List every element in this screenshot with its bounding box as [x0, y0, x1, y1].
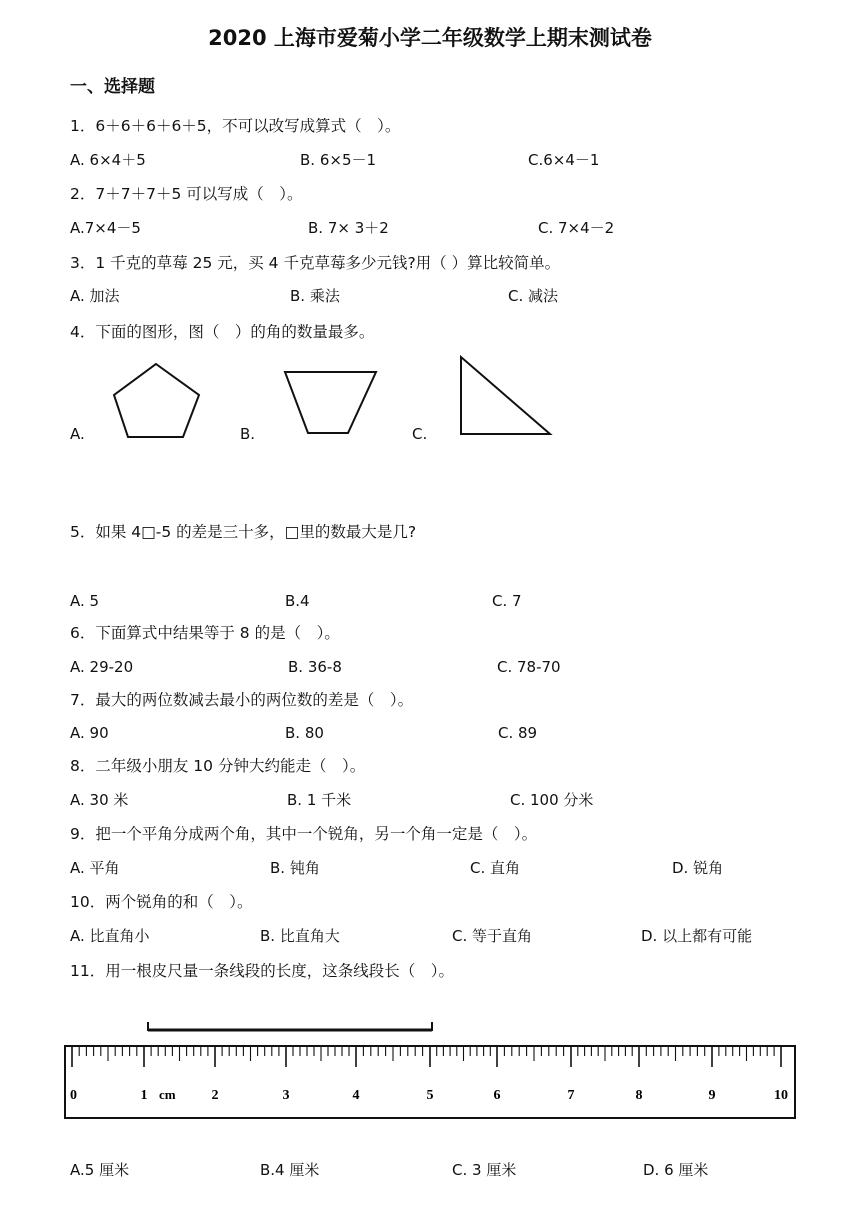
question-3-stem: 3．1 千克的草莓 25 元，买 4 千克草莓多少元钱?用（ ）算比较简单。: [70, 254, 561, 272]
ruler-number-1: 1: [140, 1088, 148, 1103]
question-10-option-a[interactable]: A. 比直角小: [70, 927, 150, 945]
question-8-option-c[interactable]: C. 100 分米: [510, 791, 594, 809]
ruler-number-2: 2: [211, 1088, 219, 1103]
question-1-option-b[interactable]: B. 6×5－1: [300, 151, 377, 169]
question-7-option-c[interactable]: C. 89: [498, 724, 538, 742]
question-4-option-c[interactable]: C.: [412, 425, 428, 443]
question-7-option-a[interactable]: A. 90: [70, 724, 109, 742]
question-1-option-c[interactable]: C.6×4－1: [528, 151, 600, 169]
question-9-option-a[interactable]: A. 平角: [70, 859, 120, 877]
ruler-number-8: 8: [635, 1088, 643, 1103]
question-5-option-a[interactable]: A. 5: [70, 592, 100, 610]
question-1-option-a[interactable]: A. 6×4＋5: [70, 151, 146, 169]
question-9-option-d[interactable]: D. 锐角: [672, 859, 724, 877]
ruler-number-7: 7: [567, 1088, 575, 1103]
ruler-number-3: 3: [282, 1088, 290, 1103]
ruler-unit-label: cm: [159, 1087, 176, 1102]
question-8-option-b[interactable]: B. 1 千米: [287, 791, 352, 809]
question-5-stem: 5．如果 4□-5 的差是三十多，□里的数最大是几?: [70, 523, 417, 541]
question-9-stem: 9．把一个平角分成两个角，其中一个锐角，另一个角一定是（ ）。: [70, 825, 538, 843]
question-2-option-c[interactable]: C. 7×4－2: [538, 219, 615, 237]
question-1-stem: 1．6＋6＋6＋6＋5，不可以改写成算式（ ）。: [70, 117, 401, 135]
question-2-option-a[interactable]: A.7×4－5: [70, 219, 141, 237]
question-6-stem: 6．下面算式中结果等于 8 的是（ ）。: [70, 624, 340, 642]
question-2-option-b[interactable]: B. 7× 3＋2: [308, 219, 389, 237]
ruler-number-9: 9: [708, 1088, 716, 1103]
ruler-number-6: 6: [493, 1088, 501, 1103]
question-5-option-b[interactable]: B.4: [285, 592, 310, 610]
ruler-labels: [70, 1088, 788, 1103]
question-4-stem: 4．下面的图形，图（ ）的角的数量最多。: [70, 323, 375, 341]
ruler-number-0: 0: [70, 1088, 77, 1103]
question-11-option-c[interactable]: C. 3 厘米: [452, 1161, 517, 1179]
question-10-option-d[interactable]: D. 以上都有可能: [641, 927, 753, 945]
ruler-ticks: [72, 1047, 781, 1067]
question-9-option-c[interactable]: C. 直角: [470, 859, 521, 877]
section-heading: 一、选择题: [70, 77, 155, 97]
question-8-option-a[interactable]: A. 30 米: [70, 791, 129, 809]
question-11-option-a[interactable]: A.5 厘米: [70, 1161, 130, 1179]
ruler-number-10: 10: [774, 1088, 788, 1103]
question-11-stem: 11．用一根皮尺量一条线段的长度，这条线段长（ ）。: [70, 962, 454, 980]
question-6-option-c[interactable]: C. 78-70: [497, 658, 561, 676]
question-11-option-b[interactable]: B.4 厘米: [260, 1161, 320, 1179]
question-7-option-b[interactable]: B. 80: [285, 724, 324, 742]
question-4-option-b[interactable]: B.: [240, 425, 256, 443]
question-10-stem: 10．两个锐角的和（ ）。: [70, 893, 253, 911]
question-7-stem: 7．最大的两位数减去最小的两位数的差是（ ）。: [70, 691, 414, 709]
question-9-option-b[interactable]: B. 钝角: [270, 859, 320, 877]
question-3-option-c[interactable]: C. 减法: [508, 287, 559, 305]
question-3-option-a[interactable]: A. 加法: [70, 287, 120, 305]
question-4-option-a[interactable]: A.: [70, 425, 85, 443]
ruler-number-5: 5: [426, 1088, 434, 1103]
question-10-option-c[interactable]: C. 等于直角: [452, 927, 533, 945]
question-5-option-c[interactable]: C. 7: [492, 592, 522, 610]
question-10-option-b[interactable]: B. 比直角大: [260, 927, 340, 945]
question-2-stem: 2．7＋7＋7＋5 可以写成（ ）。: [70, 185, 303, 203]
ruler-number-4: 4: [352, 1088, 360, 1103]
question-6-option-b[interactable]: B. 36-8: [288, 658, 342, 676]
question-8-stem: 8．二年级小朋友 10 分钟大约能走（ ）。: [70, 757, 366, 775]
question-6-option-a[interactable]: A. 29-20: [70, 658, 134, 676]
page-title: 2020 上海市爱菊小学二年级数学上期末测试卷: [208, 26, 652, 50]
question-11-option-d[interactable]: D. 6 厘米: [643, 1161, 709, 1179]
question-3-option-b[interactable]: B. 乘法: [290, 287, 340, 305]
